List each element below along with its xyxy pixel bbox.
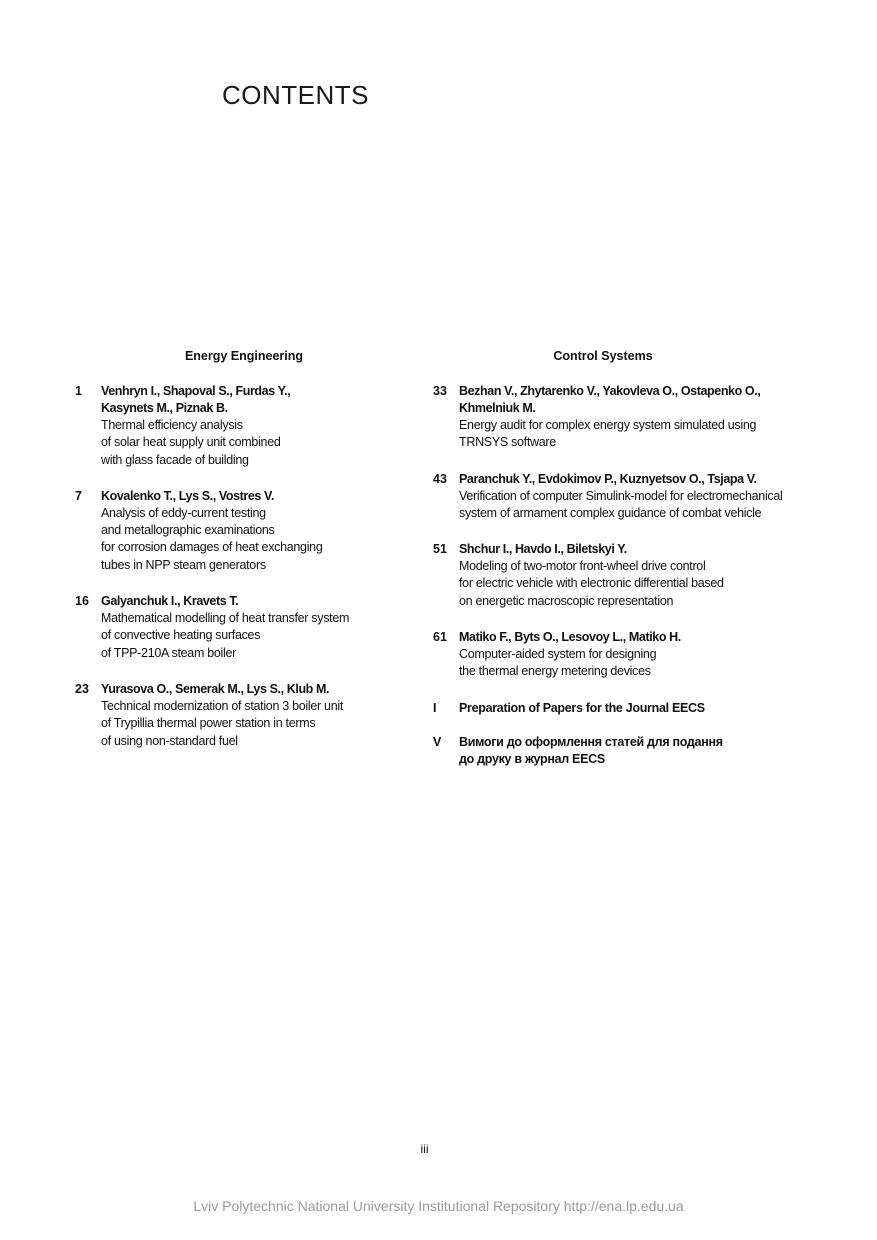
section-heading-control-systems: Control Systems	[553, 349, 653, 363]
entry-title: Technical modernization of station 3 boiler unit of Trypillia thermal power station in terms of using non-standard fuel	[101, 698, 343, 748]
entry-authors: Galyanchuk I., Kravets T.	[101, 594, 239, 609]
toc-entry[interactable]	[75, 681, 435, 750]
entry-title: Computer-aided system for designing the thermal energy metering devices	[459, 647, 657, 679]
left-column	[75, 383, 435, 769]
page-title: CONTENTS	[222, 80, 369, 110]
entry-page-number: 61	[433, 630, 447, 645]
entry-page-number: 51	[433, 542, 447, 557]
toc-entry[interactable]	[75, 383, 435, 469]
entry-title: Вимоги до оформлення статей для подання до друку в журнал EECS	[459, 734, 723, 766]
entry-page-number: 33	[433, 384, 447, 398]
entry-title: Energy audit for complex energy system simulated using TRNSYS software	[459, 418, 757, 450]
entry-title: Thermal efficiency analysis of solar heat supply unit combined with glass facade of building	[101, 418, 281, 467]
entry-title: Analysis of eddy-current testing and metallographic examinations for corrosion damages of heat exchanging tubes in NPP steam generators	[101, 505, 323, 572]
entry-page-number: I	[433, 700, 437, 715]
toc-entry[interactable]	[433, 629, 823, 681]
entry-authors: Shchur I., Havdo I., Biletskyi Y.	[459, 542, 627, 557]
toc-entry[interactable]	[433, 383, 823, 452]
entry-page-number: 43	[433, 471, 447, 486]
toc-entry[interactable]	[433, 471, 823, 523]
entry-page-number: 7	[75, 488, 82, 503]
page-number: iii	[420, 1142, 429, 1156]
toc-entry[interactable]	[433, 700, 823, 717]
toc-entry[interactable]	[433, 734, 823, 768]
entry-title: Mathematical modelling of heat transfer system of convective heating surfaces of TPP-210A steam boiler	[101, 611, 350, 660]
entry-title: Modeling of two-motor front-wheel drive control for electric vehicle with electronic differential based on energetic macroscopic representation	[459, 559, 724, 608]
section-heading-energy-engineering: Energy Engineering	[184, 349, 304, 363]
repository-footer: Lviv Polytechnic National University Institutional Repository http://ena.lp.edu.ua	[193, 1198, 684, 1214]
entry-title: Verification of computer Simulink-model for electromechanical system of armament complex guidance of combat vehicle	[459, 488, 783, 520]
entry-authors: Paranchuk Y., Evdokimov P., Kuznyetsov O., Tsjapa V.	[459, 471, 757, 486]
entry-authors: Matiko F., Byts O., Lesovoy L., Matiko H.	[459, 630, 681, 645]
right-column	[433, 383, 823, 787]
entry-page-number: 23	[75, 681, 89, 696]
entry-authors: Bezhan V., Zhytarenko V., Yakovleva O., Ostapenko O., Khmelniuk M.	[459, 384, 761, 415]
entry-page-number: 16	[75, 594, 89, 609]
entry-authors: Venhryn I., Shapoval S., Furdas Y., Kasynets M., Piznak B.	[101, 384, 291, 415]
entry-authors: Yurasova O., Semerak M., Lys S., Klub M.	[101, 681, 330, 696]
entry-page-number: 1	[75, 384, 82, 398]
entry-title: Preparation of Papers for the Journal EECS	[459, 700, 705, 715]
entry-page-number: V	[433, 734, 442, 749]
toc-entry[interactable]	[75, 593, 435, 662]
entry-authors: Kovalenko T., Lys S., Vostres V.	[101, 488, 274, 503]
toc-entry[interactable]	[433, 541, 823, 610]
toc-entry[interactable]	[75, 488, 435, 574]
